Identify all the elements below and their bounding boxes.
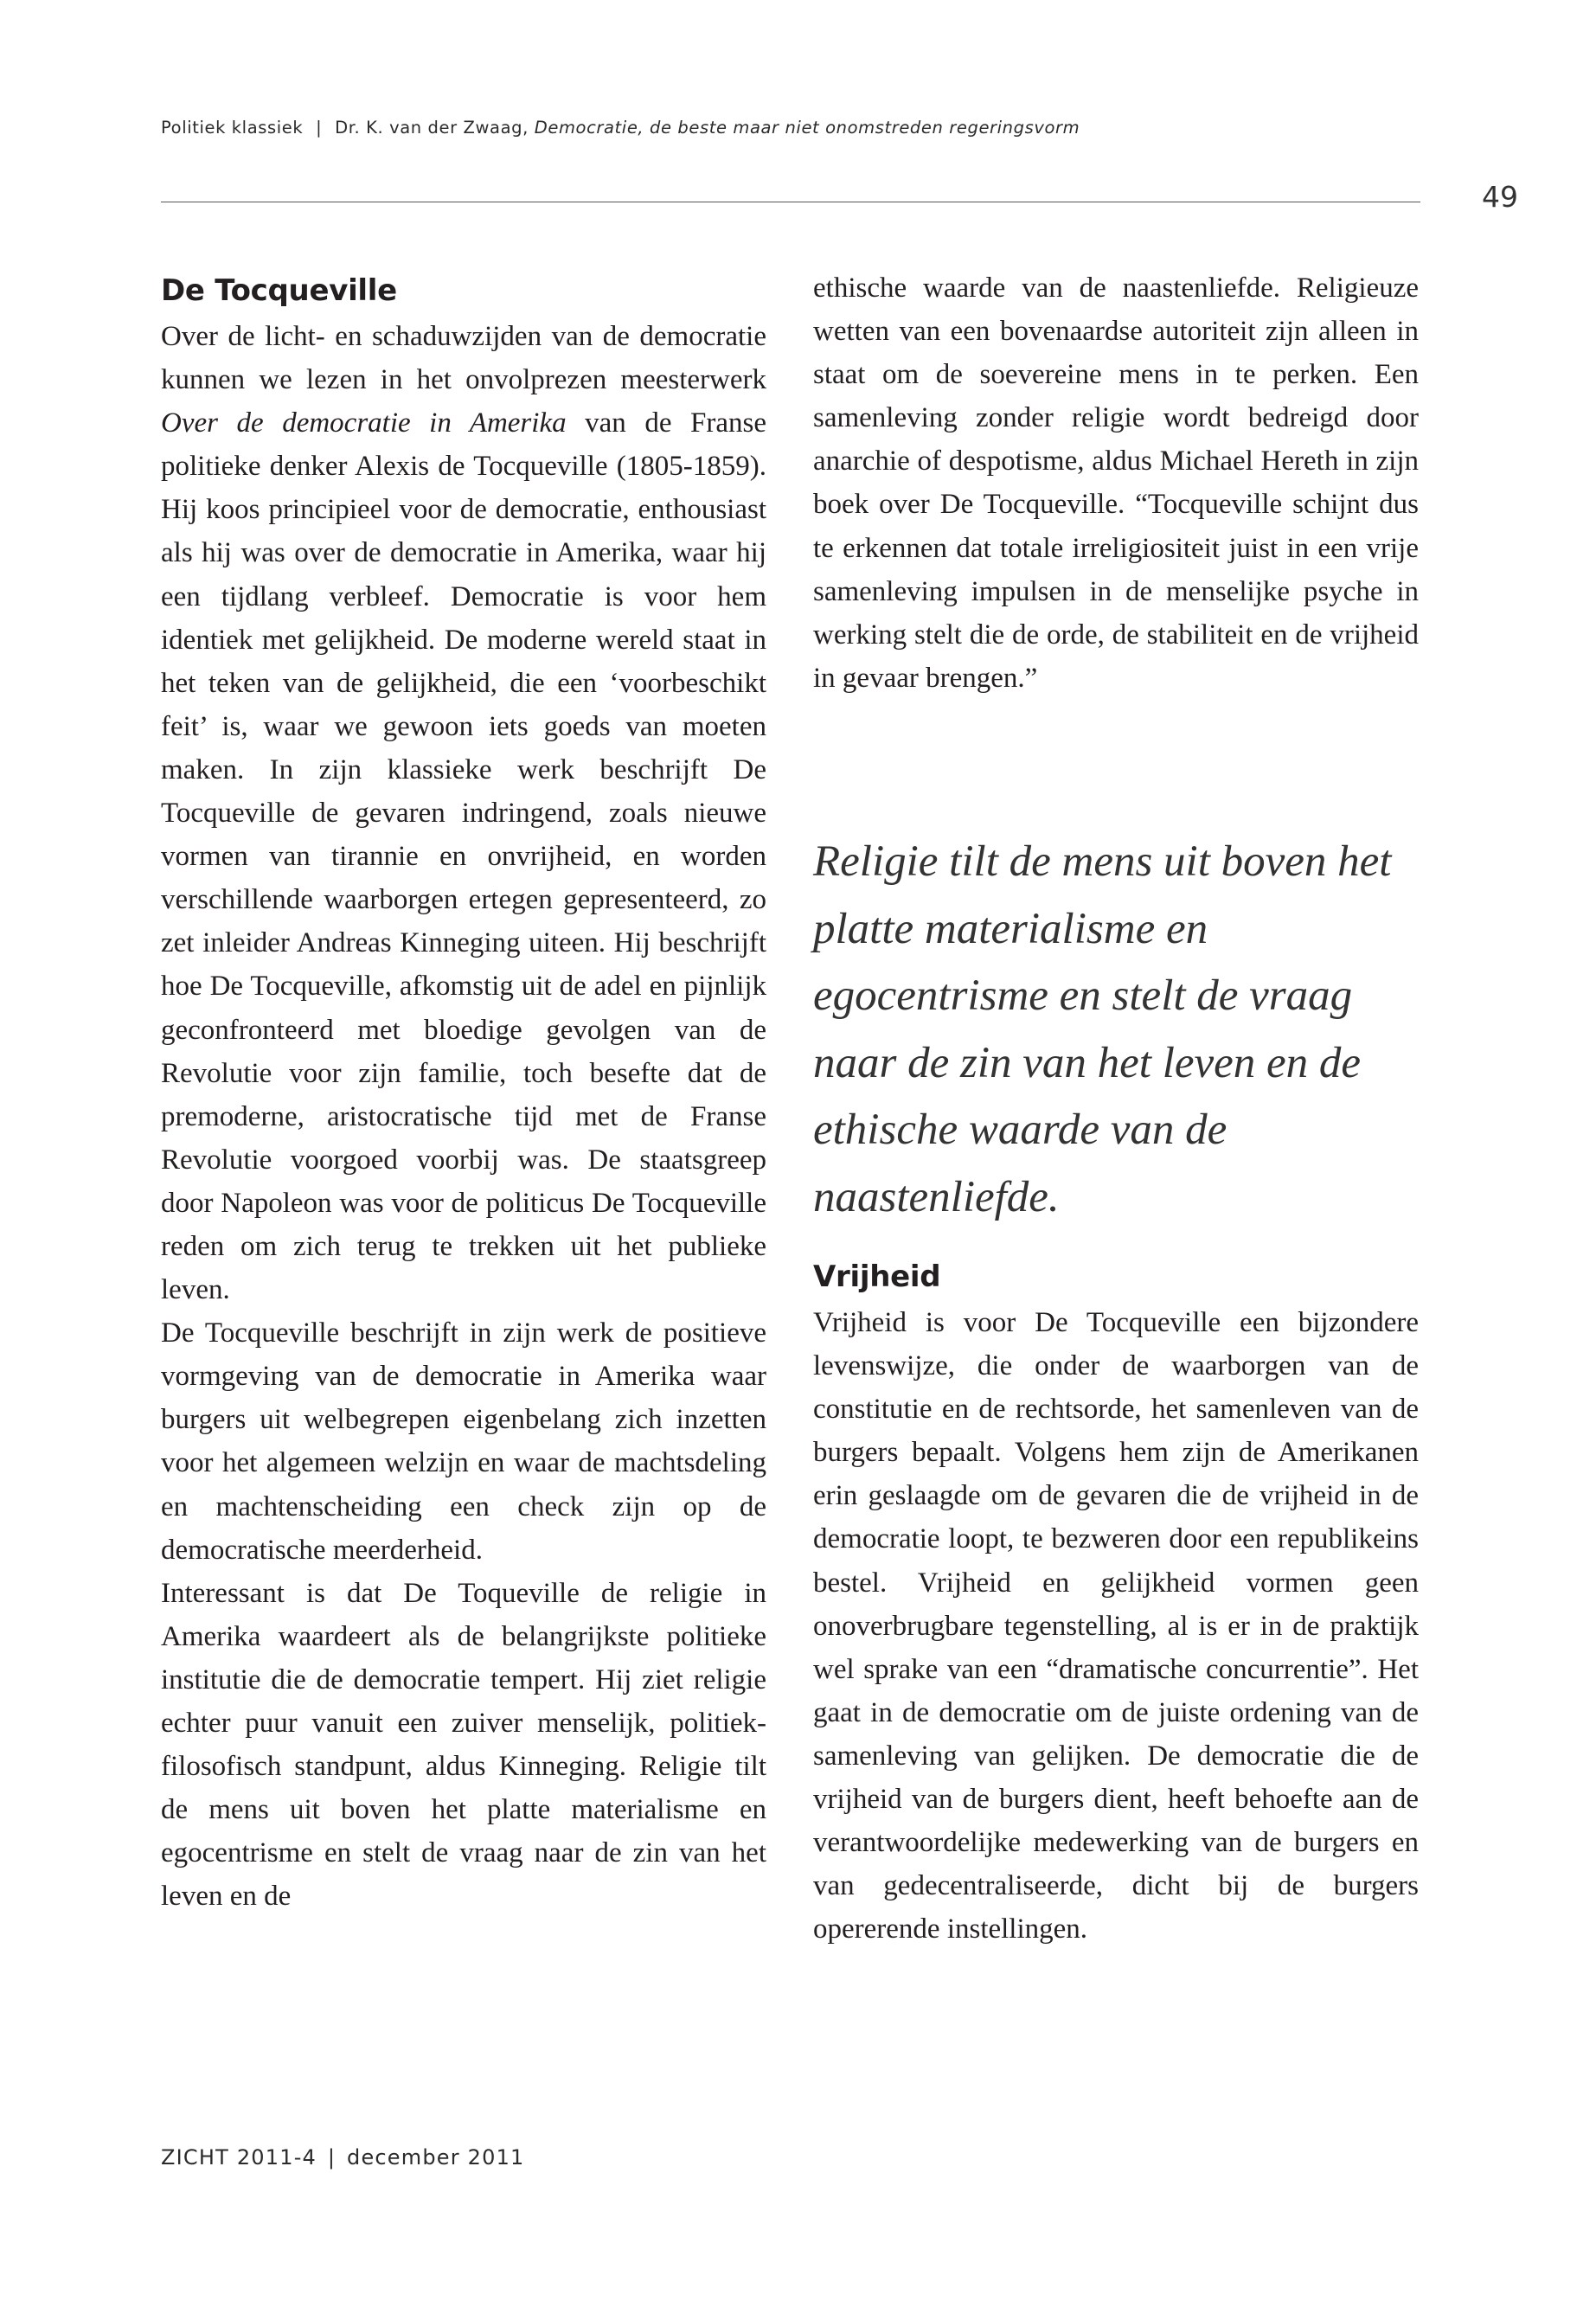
paragraph-vrijheid: Vrijheid is voor De Tocqueville een bijzondere levenswijze, die onder de waarborgen van de constitutie en de rechtsorde, het samenleven van de burgers bepaalt. Volgens hem zijn de Amerikanen erin geslaagde om de gevaren die de vrijheid in de democratie loopt, te bezweren door een republikeins bestel. Vrijheid en gelijkheid vormen geen onoverbrugbare tegenstelling, al is er in de praktijk wel sprake van een “dramatische concurrentie”. Het gaat in de democratie om de juiste ordening van de samenleving van gelijken. De democratie die de vrijheid van de burgers dient, heeft behoefte aan de verantwoordelijke medewerking van de burgers en van gedecentraliseerde, dicht bij de burgers opererende instellingen. <box>813 1307 1419 1945</box>
paragraph-religion: Interessant is dat De Toqueville de religie in Amerika waardeert als de belangrijkste politieke institutie die de democratie tempert. Hij ziet religie echter puur vanuit een zuiver menselijk, politiek-filosofisch standpunt, aldus Kinneging. Religie tilt de mens uit boven het platte materialisme en egocentrisme en stelt de vraag naar de zin van het leven en de <box>161 1577 766 1913</box>
paragraph-intro-part2: van de Franse politieke denker Alexis de Tocqueville (1805-1859). Hij koos principieel voor de democratie, enthousiast als hij was over de democratie in Amerika, waar hij een tijdlang verbleef. Democratie is voor hem identiek met gelijkheid. De moderne wereld staat in het teken van de gelijkheid, die een ‘voorbeschikt feit’ is, waar we gewoon iets goeds van moeten maken. In zijn klassieke werk beschrijft De Tocqueville de gevaren indringend, zoals nieuwe vormen van tirannie en onvrijheid, en worden verschillende waarborgen ertegen gepresenteerd, zo zet inleider Andreas Kinneging uiteen. Hij beschrijft hoe De Tocqueville, afkomstig uit de adel en pijnlijk geconfronteerd met bloedige gevolgen van de Revolutie voor zijn familie, toch besefte dat de premoderne, aristocratische tijd met de Franse Revolutie voorgoed voorbij was. De staatsgreep door Napoleon was voor de politicus De Tocqueville reden om zich terug te trekken uit het publieke leven. <box>161 407 766 1306</box>
page-number: 49 <box>1482 180 1518 214</box>
running-header <box>161 118 1080 138</box>
right-column-top <box>813 266 1419 700</box>
paragraph-intro-part1: Over de licht- en schaduwzijden van de democratie kunnen we lezen in het onvolprezen meesterwerk <box>161 321 766 396</box>
left-column <box>161 266 766 1918</box>
header-article-title: Democratie, de beste maar niet onomstreden regeringsvorm <box>534 118 1080 138</box>
section-heading-vrijheid: Vrijheid <box>813 1259 941 1294</box>
book-title: Over de democratie in Amerika <box>161 407 567 439</box>
pull-quote: Religie tilt de mens uit boven het platte materialisme en egocentrisme en stelt de vraag naar de zin van het leven en de ethische waarde van de naastenliefde. <box>813 837 1392 1221</box>
section-vrijheid <box>813 1253 1419 1951</box>
footer-date: december 2011 <box>347 2145 525 2170</box>
header-separator: | <box>316 118 323 138</box>
footer-separator: | <box>327 2145 337 2170</box>
paragraph-intro <box>161 315 766 1311</box>
paragraph-positive-democracy: De Tocqueville beschrijft in zijn werk de positieve vormgeving van de democratie in Amerika waar burgers uit welbegrepen eigenbelang zich inzetten voor het algemeen welzijn en waar de machtsdeling en machtenscheiding een check zijn op de democratische meerderheid. <box>161 1317 766 1566</box>
footer <box>161 2145 525 2170</box>
footer-issue: ZICHT 2011-4 <box>161 2145 317 2170</box>
paragraph-continued: ethische waarde van de naastenliefde. Religieuze wetten van een bovenaardse autoriteit zijn alleen in staat om de soevereine mens in te perken. Een samenleving zonder religie wordt bedreigd door anarchie of despotisme, aldus Michael Hereth in zijn boek over De Tocqueville. “Tocqueville schijnt dus te erkennen dat totale irreligiositeit juist in een vrije samenleving impulsen in de menselijke psyche in werking stelt die de orde, de stabiliteit en de vrijheid in gevaar brengen.” <box>813 272 1419 694</box>
section-heading-de-tocqueville: De Tocqueville <box>161 273 397 308</box>
header-section: Politiek klassiek <box>161 118 304 138</box>
header-author: Dr. K. van der Zwaag, <box>335 118 529 138</box>
